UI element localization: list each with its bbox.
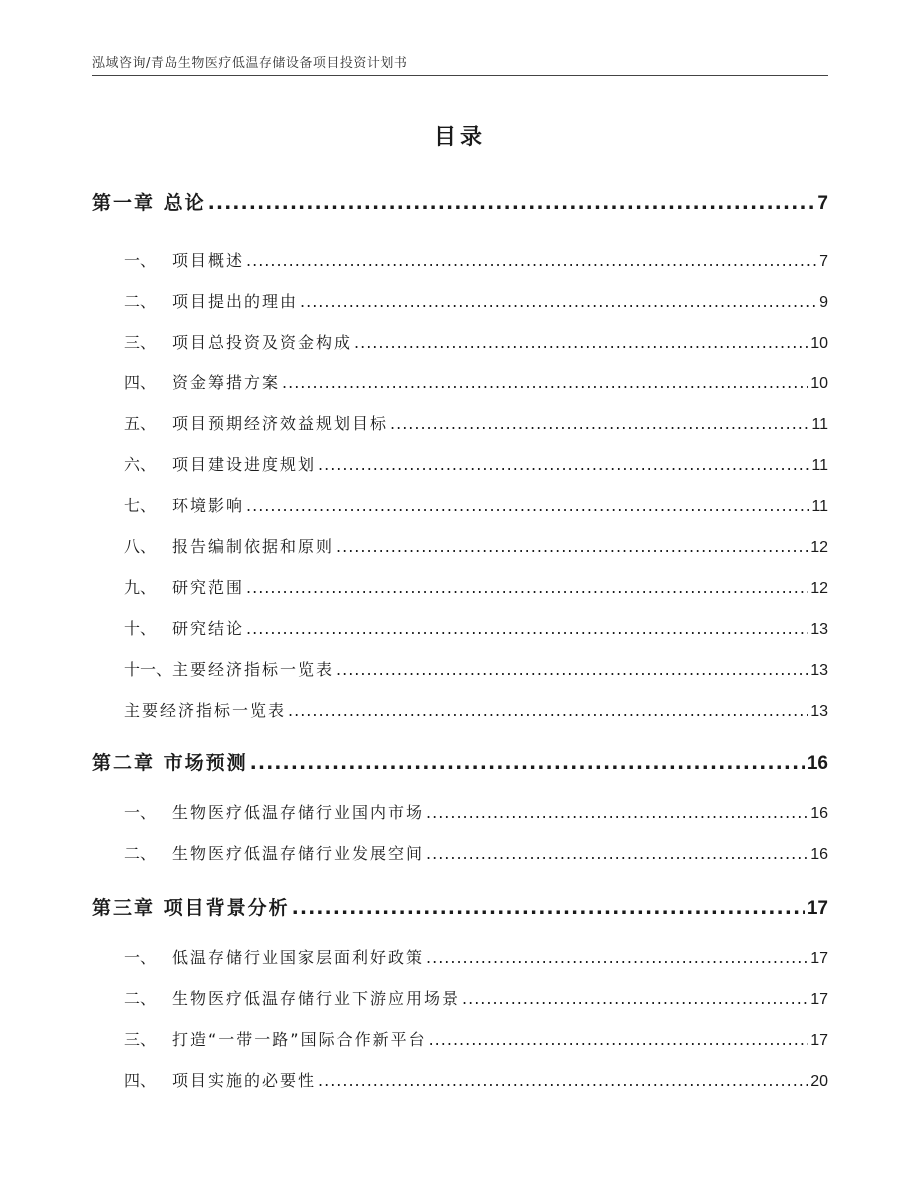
toc-page-number: 10 [810,375,828,392]
toc-dot-leader [246,496,809,515]
toc-section-entry[interactable] [124,945,828,968]
toc-entry-number: 第二章 [92,752,156,774]
toc-page-number: 12 [810,539,828,556]
toc-entry-text: 生物医疗低温存储行业发展空间 [172,844,425,863]
toc-section-entry[interactable] [124,986,828,1009]
toc-entry-number: 八、 [124,537,157,556]
toc-entry-text: 生物医疗低温存储行业下游应用场景 [172,989,461,1008]
toc-entry-number: 五、 [124,414,157,433]
toc-dot-leader [354,333,808,352]
toc-section-entry[interactable] [124,657,828,680]
toc-entry-label [124,1068,316,1091]
toc-page-number: 17 [810,1032,828,1049]
toc-entry-label [124,411,388,434]
toc-dot-leader [300,292,817,311]
toc-entry-label [92,748,248,775]
toc-entry-number: 一、 [124,948,157,967]
toc-dot-leader [390,414,809,433]
toc-entry-number: 二、 [124,989,157,1008]
toc-page-number: 12 [810,580,828,597]
toc-entry-number: 二、 [124,844,157,863]
toc-entry-label [124,248,244,271]
toc-entry-label [124,841,424,864]
toc-entry-number: 一、 [124,803,157,822]
toc-dot-leader [426,803,808,822]
toc-page-number: 17 [806,898,828,919]
running-header: 泓域咨询/青岛生物医疗低温存储设备项目投资计划书 [92,56,408,71]
toc-entry-number: 一、 [124,251,157,270]
toc-dot-leader [288,701,808,720]
toc-page-number: 16 [806,753,828,774]
toc-dot-leader [318,1071,808,1090]
toc-section-entry[interactable] [124,534,828,557]
toc-entry-label [124,289,298,312]
toc-entry-text: 项目提出的理由 [172,292,299,311]
toc-section-entry[interactable] [124,493,828,516]
toc-chapter-entry[interactable] [92,893,828,920]
toc-entry-number: 第三章 [92,897,156,919]
toc-dot-leader [429,1030,809,1049]
toc-entry-number: 三、 [124,1030,157,1049]
toc-page-number: 7 [819,253,828,270]
header-rule [92,75,828,76]
toc-entry-number: 十一、 [124,660,173,679]
toc-dot-leader [462,989,808,1008]
toc-page-number: 11 [811,457,828,474]
toc-entry-label [92,893,290,920]
toc-entry-label [124,575,244,598]
toc-entry-text: 市场预测 [163,752,248,774]
toc-page-number: 20 [810,1073,828,1090]
toc-dot-leader [208,192,816,214]
toc-section-entry[interactable] [124,1027,828,1050]
toc-section-entry[interactable] [124,575,828,598]
toc-section-entry[interactable] [124,616,828,639]
toc-dot-leader [246,619,808,638]
toc-chapter-entry[interactable] [92,748,828,775]
toc-entry-text: 主要经济指标一览表 [124,701,287,720]
toc-entry-label [124,800,424,823]
toc-entry-number: 二、 [124,292,157,311]
toc-page-number: 11 [811,416,828,433]
toc-entry-label [124,452,316,475]
toc-entry-text: 项目实施的必要性 [172,1071,317,1090]
toc-dot-leader [318,455,809,474]
toc-entry-text: 项目背景分析 [163,897,290,919]
toc-dot-leader [282,373,808,392]
toc-entry-number: 十、 [124,619,157,638]
toc-entry-text: 资金筹措方案 [172,373,281,392]
toc-entry-number: 三、 [124,333,157,352]
toc-dot-leader [246,578,808,597]
toc-section-entry[interactable] [124,698,828,721]
toc-page-number: 17 [810,991,828,1008]
toc-entry-label [124,1027,427,1050]
toc-entry-label [124,986,460,1009]
toc-dot-leader [292,897,805,919]
toc-section-entry[interactable] [124,800,828,823]
toc-section-entry[interactable] [124,841,828,864]
toc-entry-text: 生物医疗低温存储行业国内市场 [172,803,425,822]
toc-entry-text: 项目概述 [172,251,245,270]
toc-entry-text: 总论 [163,192,206,214]
toc-page-number: 16 [810,805,828,822]
toc-page-number: 11 [811,498,828,515]
toc-entry-text: 报告编制依据和原则 [172,537,335,556]
toc-entry-text: 低温存储行业国家层面利好政策 [172,948,425,967]
toc-page-number: 13 [810,621,828,638]
toc-entry-text: 研究结论 [172,619,245,638]
toc-section-entry[interactable] [124,1068,828,1091]
toc-entry-number: 四、 [124,373,157,392]
toc-section-entry[interactable] [124,452,828,475]
toc-entry-number: 六、 [124,455,157,474]
toc-entry-number: 九、 [124,578,157,597]
toc-section-entry[interactable] [124,289,828,312]
toc-dot-leader [426,948,808,967]
toc-page-number: 13 [810,703,828,720]
toc-dot-leader [250,752,805,774]
toc-entry-label [124,657,334,680]
toc-page-number: 17 [810,950,828,967]
toc-entry-label [124,493,244,516]
toc-dot-leader [426,844,808,863]
toc-page-number: 16 [810,846,828,863]
toc-entry-label [124,370,280,393]
toc-page-number: 9 [819,294,828,311]
toc-entry-text: 项目总投资及资金构成 [172,333,353,352]
toc-page-number: 10 [810,335,828,352]
toc-chapter-entry[interactable] [92,188,828,215]
toc-entry-label [124,616,244,639]
toc-entry-number: 四、 [124,1071,157,1090]
toc-dot-leader [336,537,808,556]
toc-section-entry[interactable] [124,370,828,393]
toc-entry-label [124,945,424,968]
toc-entry-text: 研究范围 [172,578,245,597]
toc-entry-number: 第一章 [92,192,156,214]
toc-entry-label [92,188,206,215]
toc-entry-text: 项目建设进度规划 [172,455,317,474]
toc-entry-number: 七、 [124,496,157,515]
toc-entry-text: 打造“一带一路”国际合作新平台 [172,1030,427,1049]
toc-dot-leader [336,660,808,679]
toc-section-entry[interactable] [124,248,828,271]
toc-entry-text: 环境影响 [172,496,245,515]
toc-entry-label [124,698,286,721]
toc-dot-leader [246,251,817,270]
toc-entry-text: 项目预期经济效益规划目标 [172,414,389,433]
toc-section-entry[interactable] [124,330,828,353]
toc-entry-text: 主要经济指标一览表 [172,660,335,679]
toc-section-entry[interactable] [124,411,828,434]
toc-entry-label [124,534,334,557]
toc-entry-label [124,330,352,353]
toc-title: 目录 [433,125,486,150]
toc-page-number: 13 [810,662,828,679]
toc-page-number: 7 [817,193,828,214]
